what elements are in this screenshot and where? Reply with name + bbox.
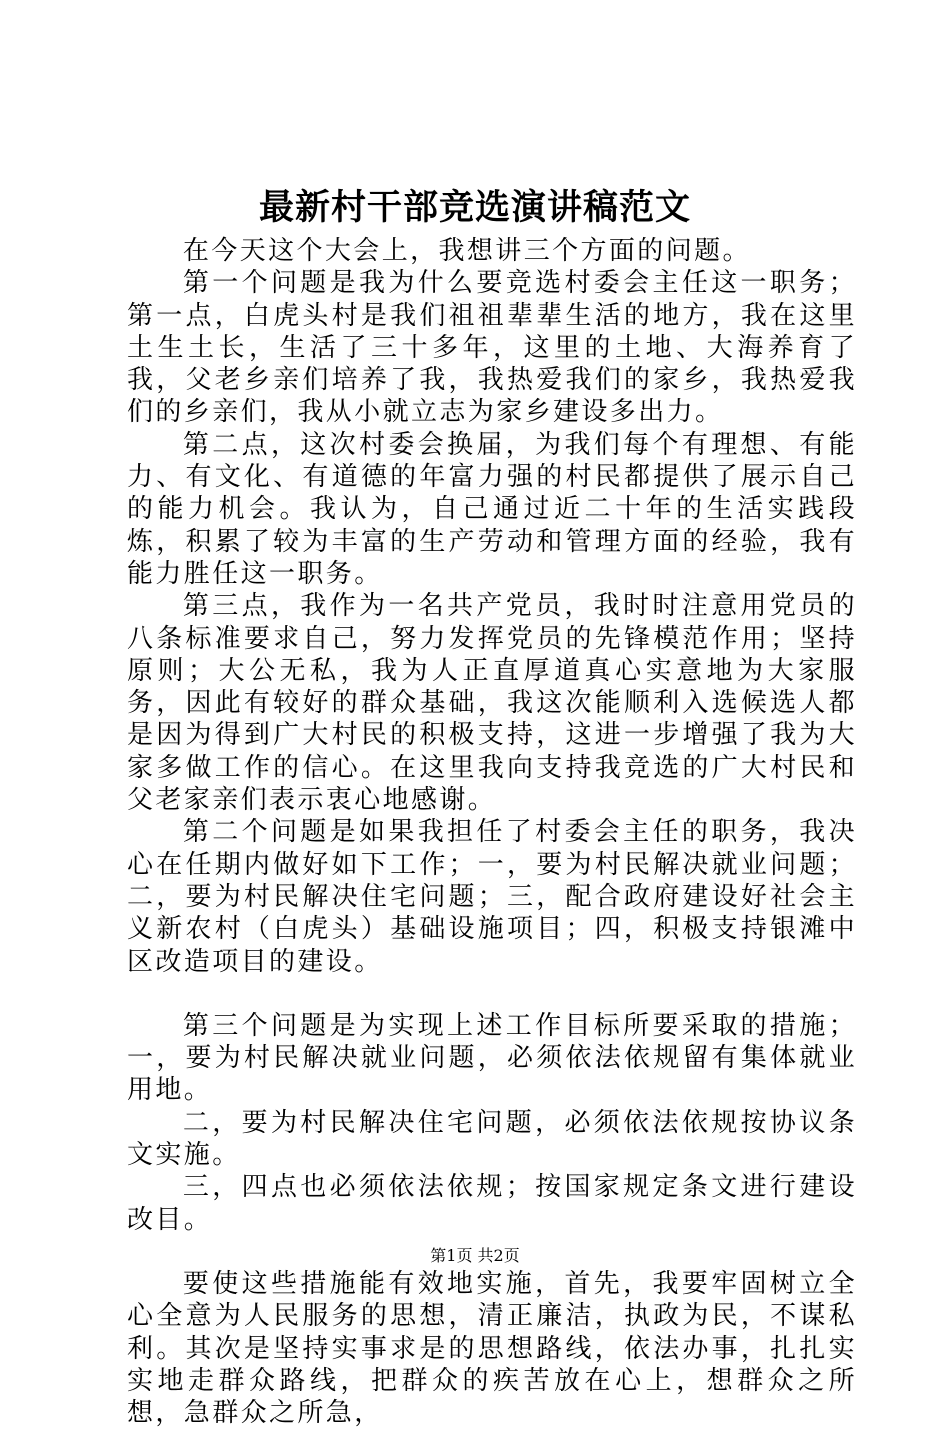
paragraph-measure-three: 三，四点也必须依法依规；按国家规定条文进行建设改目。 xyxy=(127,1172,857,1235)
paragraph-third-issue: 第三个问题是为实现上述工作目标所要采取的措施；一，要为村民解决就业问题，必须依法依规留有集体就业用地。 xyxy=(127,1010,857,1106)
paragraph-second-point: 第二点，这次村委会换届，为我们每个有理想、有能力、有文化、有道德的年富力强的村民都提供了展示自己的能力机会。我认为，自己通过近二十年的生活实践段炼，积累了较为丰富的生产劳动和管理方面的经验，我有能力胜任这一职务。 xyxy=(127,429,857,589)
paragraph-implementation: 要使这些措施能有效地实施，首先，我要牢固树立全心全意为人民服务的思想，清正廉洁，执政为民，不谋私利。其次是坚持实事求是的思想路线，依法办事，扎扎实实地走群众路线，把群众的疾苦放在心上，想群众之所想，急群众之所急， xyxy=(127,1268,857,1429)
paragraph-gap xyxy=(127,978,857,1010)
paragraph-third-point: 第三点，我作为一名共产党员，我时时注意用党员的八条标准要求自己，努力发挥党员的先锋模范作用；坚持原则；大公无私，我为人正直厚道真心实意地为大家服务，因此有较好的群众基础，我这次能顺利入选候选人都是因为得到广大村民的积极支持，这进一步增强了我为大家多做工作的信心。在这里我向支持我竞选的广大村民和父老家亲们表示衷心地感谢。 xyxy=(127,591,857,816)
paragraph-measure-two: 二，要为村民解决住宅问题，必须依法依规按协议条文实施。 xyxy=(127,1107,857,1171)
document-title: 最新村干部竞选演讲稿范文 xyxy=(258,187,691,228)
paragraph-first-issue: 第一个问题是我为什么要竞选村委会主任这一职务；第一点，白虎头村是我们祖祖辈辈生活的地方，我在这里土生土长，生活了三十多年，这里的土地、大海养育了我，父老乡亲们培养了我，我热爱我们的家乡，我热爱我们的乡亲们，我从小就立志为家乡建设多出力。 xyxy=(127,268,857,428)
paragraph-second-issue: 第二个问题是如果我担任了村委会主任的职务，我决心在任期内做好如下工作；一，要为村民解决就业问题；二，要为村民解决住宅问题；三，配合政府建设好社会主义新农村（白虎头）基础设施项目；四，积极支持银滩中区改造项目的建设。 xyxy=(127,817,857,977)
paragraph-intro: 在今天这个大会上，我想讲三个方面的问题。 xyxy=(182,236,751,266)
page-number-footer: 第1页 共2页 xyxy=(430,1246,520,1265)
